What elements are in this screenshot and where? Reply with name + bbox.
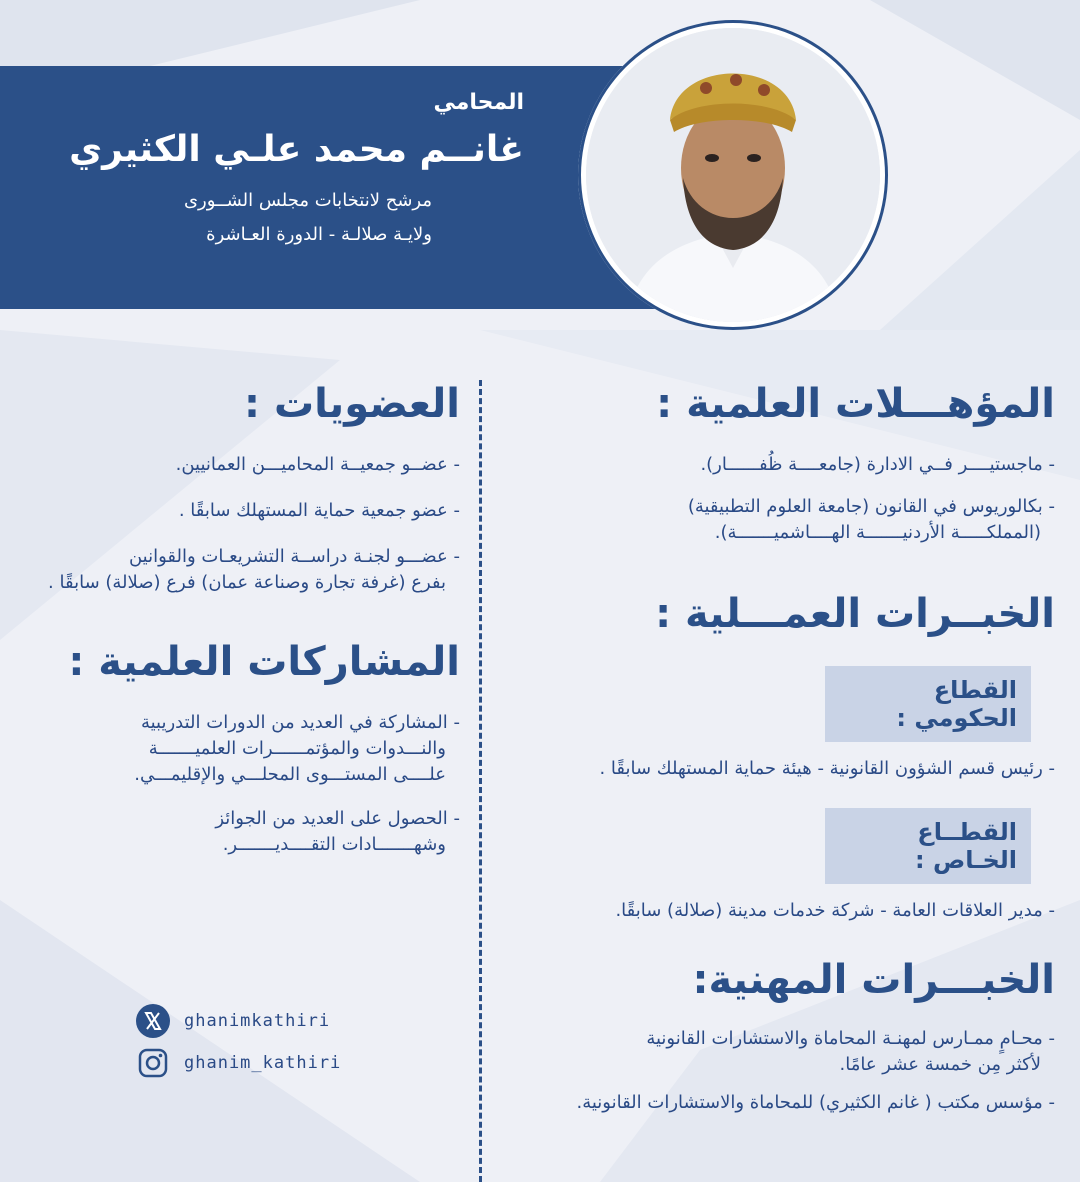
x-handle[interactable]: ghanimkathiri — [184, 1011, 331, 1031]
instagram-icon — [136, 1046, 170, 1080]
instagram-handle[interactable]: ghanim_kathiri — [184, 1053, 342, 1073]
portrait-photo — [586, 28, 880, 322]
person-name: غانــم محمد علـي الكثيري — [69, 129, 524, 170]
term-line: ولايـة صلالـة - الدورة العـاشرة — [206, 224, 432, 245]
membership-item: - عضـــو لجنـة دراســة التشريعـات والقوانين بفرع (غرفة تجارة وصناعة عمان) فرع (صلالة) سابقًا . — [48, 546, 460, 593]
participations-heading: المشاركات العلمية : — [68, 639, 460, 685]
qualification-item: - ماجستيــــر فــي الادارة (جامعــــة ظُفــــــار). — [700, 454, 1055, 475]
private-item: - مدير العلاقات العامة - شركة خدمات مدينة (صلالة) سابقًا. — [615, 900, 1055, 921]
column-divider — [479, 380, 482, 1182]
title-prefix: المحامي — [433, 90, 524, 115]
x-logo-icon — [136, 1004, 170, 1038]
right-column — [510, 378, 1055, 1116]
memberships-heading: العضويات : — [244, 381, 460, 427]
government-item: - رئيس قسم الشؤون القانونية - هيئة حماية المستهلك سابقًا . — [599, 758, 1055, 779]
membership-item: - عضو جمعية حماية المستهلك سابقًا . — [178, 500, 460, 521]
practical-heading: الخبــرات العمـــلية : — [655, 591, 1055, 637]
membership-item: - عضــو جمعيــة المحاميـــن العمانيين. — [175, 454, 460, 475]
professional-item: - مؤسس مكتب ( غانم الكثيري) للمحاماة والاستشارات القانونية. — [576, 1092, 1055, 1113]
private-sector-heading: القطــاع الخـاص : — [825, 808, 1031, 884]
participation-item: - الحصول على العديد من الجوائز وشهـــــــادات التقــــديـــــــر. — [215, 808, 460, 855]
left-column — [20, 378, 460, 858]
candidacy-line: مرشح لانتخابات مجلس الشــورى — [183, 190, 432, 211]
professional-heading: الخبـــرات المهنية: — [692, 957, 1055, 1003]
government-sector-heading: القطاع الحكومي : — [825, 666, 1031, 742]
header-text — [24, 90, 524, 256]
qualifications-heading: المؤهـــلات العلمية : — [656, 381, 1055, 427]
professional-item: - محـامٍ ممـارس لمهنـة المحاماة والاستشارات القانونية لأكثر مِن خمسة عشر عامًا. — [646, 1028, 1055, 1075]
qualification-item: - بكالوريوس في القانون (جامعة العلوم التطبيقية) (المملكـــــة الأردنيـــــــة الهــــاشميـــــــة). — [687, 496, 1055, 543]
participation-item: - المشاركة في العديد من الدورات التدريبية والنـــدوات والمؤتمــــــرات العلميـــــــة علــــى المستـــوى المحلـــي والإقليمـــي. — [134, 712, 460, 785]
x-social-row[interactable] — [136, 1004, 330, 1038]
instagram-social-row[interactable] — [136, 1046, 341, 1080]
portrait-frame — [578, 20, 888, 330]
